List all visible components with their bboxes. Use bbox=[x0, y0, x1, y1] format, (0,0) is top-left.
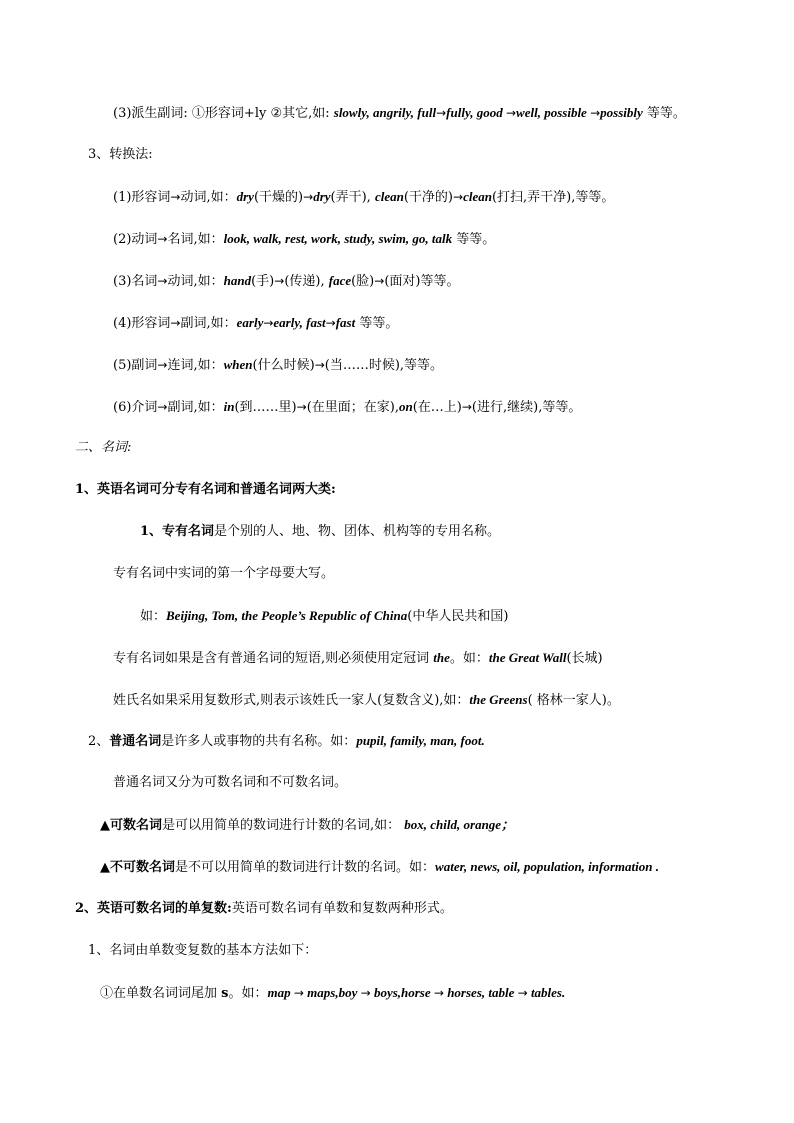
text-segment: 等等。 bbox=[452, 232, 496, 247]
line-proper-noun-examples bbox=[140, 607, 508, 626]
text-segment: slowly, angrily, full bbox=[333, 105, 437, 120]
line-proper-noun-def bbox=[140, 523, 500, 541]
arrow-icon: → bbox=[436, 106, 447, 120]
line-adj-to-verb bbox=[113, 188, 614, 207]
text-segment: 副词,如： bbox=[167, 400, 224, 415]
line-plural-methods bbox=[88, 942, 317, 960]
text-segment: 是个别的人、地、物、团体、机构等的专用名称。 bbox=[214, 524, 501, 539]
text-segment: tables. bbox=[527, 985, 566, 1000]
arrow-icon: → bbox=[157, 400, 168, 414]
line-prep-to-adverb bbox=[113, 398, 581, 417]
line-surname-plural bbox=[113, 691, 620, 710]
text-segment: 英语可数名词有单数和复数两种形式。 bbox=[231, 901, 453, 916]
text-segment: (手) bbox=[251, 274, 275, 289]
text-segment: fast bbox=[335, 315, 356, 330]
line-derived-adverbs bbox=[113, 104, 686, 123]
text-segment: (当……时候),等等。 bbox=[324, 358, 444, 373]
arrow-icon: → bbox=[303, 190, 314, 204]
line-proper-noun-capital bbox=[113, 565, 334, 583]
line-countable-uncountable bbox=[113, 774, 347, 792]
text-segment: face bbox=[328, 273, 352, 288]
line-common-noun-def bbox=[88, 732, 485, 751]
text-segment: clean bbox=[463, 189, 492, 204]
text-segment: Beijing, Tom, the People’s Republic of China bbox=[166, 608, 408, 623]
text-segment: (到……里) bbox=[234, 400, 297, 415]
text-segment: 普通名词又分为可数名词和不可数名词。 bbox=[113, 775, 348, 790]
text-segment: 专有名词中实词的第一个字母要大写。 bbox=[113, 566, 335, 581]
text-segment: (面对)等等。 bbox=[384, 274, 460, 289]
section-heading-nouns bbox=[75, 439, 131, 457]
arrow-icon: → bbox=[590, 106, 601, 120]
text-segment: possibly bbox=[600, 105, 643, 120]
text-segment: 专有名词如果是含有普通名词的短语,则必须使用定冠词 bbox=[113, 651, 434, 666]
text-segment: 1、专有名词 bbox=[140, 524, 215, 539]
text-segment: (长城) bbox=[566, 651, 603, 666]
text-segment: 等等。 bbox=[642, 106, 686, 121]
line-countable-noun bbox=[100, 816, 514, 835]
heading-singular-plural bbox=[75, 900, 453, 918]
text-segment: 动词,如： bbox=[180, 190, 237, 205]
text-segment: fully, good bbox=[446, 105, 506, 120]
arrow-icon: → bbox=[296, 400, 307, 414]
text-segment: (6)介词 bbox=[113, 400, 158, 415]
text-segment: 二、名词: bbox=[75, 440, 132, 455]
text-segment: 副词,如： bbox=[180, 316, 237, 331]
text-segment: look, walk, rest, work, study, swim, go, talk bbox=[223, 231, 453, 246]
text-segment: 1、英语名词可分专有名词和普通名词两大类: bbox=[75, 482, 336, 497]
text-segment: ▲ bbox=[100, 818, 110, 833]
text-segment: on bbox=[398, 399, 413, 414]
arrow-icon: → bbox=[461, 400, 472, 414]
text-segment: well, possible bbox=[516, 105, 591, 120]
text-segment: early, fast bbox=[273, 315, 326, 330]
text-segment: box, child, orange； bbox=[404, 817, 515, 832]
text-segment: 3、转换法: bbox=[88, 147, 153, 162]
text-segment: (3)派生副词: ①形容词+ly ②其它,如: bbox=[113, 106, 334, 121]
text-segment: (2)动词 bbox=[113, 232, 158, 247]
arrow-icon: → bbox=[157, 358, 168, 372]
text-segment: s bbox=[221, 986, 229, 1001]
text-segment: clean bbox=[374, 189, 404, 204]
text-segment: (弄干), bbox=[330, 190, 375, 205]
text-segment: dry bbox=[313, 189, 331, 204]
arrow-icon: → bbox=[517, 986, 528, 1000]
text-segment: 1、名词由单数变复数的基本方法如下： bbox=[88, 943, 318, 958]
text-segment: water, news, oil, population, information . bbox=[435, 859, 659, 874]
text-segment: (进行,继续),等等。 bbox=[471, 400, 582, 415]
text-segment: ( 格林一家人)。 bbox=[527, 693, 620, 708]
text-segment: map bbox=[267, 985, 294, 1000]
arrow-icon: → bbox=[157, 232, 168, 246]
arrow-icon: → bbox=[374, 274, 385, 288]
line-conversion-heading bbox=[88, 146, 153, 164]
text-segment: (干净的) bbox=[403, 190, 453, 205]
text-segment: hand bbox=[223, 273, 252, 288]
text-segment: 是可以用简单的数词进行计数的名词,如： bbox=[162, 818, 405, 833]
text-segment: the Great Wall bbox=[488, 650, 567, 665]
text-segment: (打扫,弄干净),等等。 bbox=[491, 190, 615, 205]
text-segment: 2、英语可数名词的单复数: bbox=[75, 901, 232, 916]
text-segment: 。如： bbox=[228, 986, 268, 1001]
line-noun-to-verb bbox=[113, 272, 459, 291]
text-segment: 名词,如： bbox=[167, 232, 224, 247]
text-segment: (在里面；在家), bbox=[306, 400, 399, 415]
text-segment: 。如： bbox=[449, 651, 489, 666]
text-segment: (在…上) bbox=[412, 400, 462, 415]
text-segment: pupil, family, man, foot. bbox=[356, 733, 485, 748]
arrow-icon: → bbox=[157, 274, 168, 288]
text-segment: boys,horse bbox=[370, 985, 434, 1000]
arrow-icon: → bbox=[170, 316, 181, 330]
text-segment: the bbox=[433, 650, 450, 665]
arrow-icon: → bbox=[453, 190, 464, 204]
text-segment: 等等。 bbox=[355, 316, 399, 331]
arrow-icon: → bbox=[170, 190, 181, 204]
text-segment: the Greens bbox=[469, 692, 528, 707]
text-segment: (3)名词 bbox=[113, 274, 158, 289]
arrow-icon: → bbox=[360, 986, 371, 1000]
line-adj-to-adverb bbox=[113, 314, 398, 333]
arrow-icon: → bbox=[325, 316, 336, 330]
text-segment: (4)形容词 bbox=[113, 316, 171, 331]
line-verb-to-noun bbox=[113, 230, 495, 249]
arrow-icon: → bbox=[433, 986, 444, 1000]
text-segment: horses, table bbox=[443, 985, 518, 1000]
arrow-icon: → bbox=[263, 316, 274, 330]
text-segment: (干燥的) bbox=[253, 190, 304, 205]
text-segment: (5)副词 bbox=[113, 358, 158, 373]
text-segment: (什么时候) bbox=[252, 358, 315, 373]
line-add-s-rule bbox=[100, 984, 565, 1003]
text-segment: 连词,如： bbox=[167, 358, 224, 373]
text-segment: 如： bbox=[140, 609, 167, 624]
text-segment: dry bbox=[236, 189, 254, 204]
text-segment: early bbox=[236, 315, 264, 330]
text-segment: 动词,如： bbox=[167, 274, 224, 289]
text-segment: ①在单数名词词尾加 bbox=[100, 986, 222, 1001]
text-segment: ▲ bbox=[100, 860, 110, 875]
arrow-icon: → bbox=[293, 986, 304, 1000]
text-segment: (中华人民共和国) bbox=[407, 609, 509, 624]
text-segment: 2、 bbox=[88, 734, 110, 749]
text-segment: 姓氏名如果采用复数形式,则表示该姓氏一家人(复数含义),如： bbox=[113, 693, 470, 708]
text-segment: (脸) bbox=[351, 274, 375, 289]
text-segment: in bbox=[223, 399, 235, 414]
text-segment: maps,boy bbox=[303, 985, 361, 1000]
line-uncountable-noun bbox=[100, 858, 659, 877]
text-segment: (传递), bbox=[284, 274, 329, 289]
text-segment: 是许多人或事物的共有名称。如： bbox=[161, 734, 357, 749]
line-adverb-to-conj bbox=[113, 356, 443, 375]
text-segment: (1)形容词 bbox=[113, 190, 171, 205]
text-segment: when bbox=[223, 357, 253, 372]
line-proper-noun-the bbox=[113, 649, 603, 668]
arrow-icon: → bbox=[505, 106, 517, 120]
arrow-icon: → bbox=[274, 274, 285, 288]
text-segment: 可数名词 bbox=[110, 818, 163, 833]
text-segment: 不可数名词 bbox=[110, 860, 176, 875]
text-segment: 是不可以用简单的数词进行计数的名词。如： bbox=[175, 860, 436, 875]
text-segment: 普通名词 bbox=[109, 734, 162, 749]
arrow-icon: → bbox=[314, 358, 325, 372]
heading-noun-classes bbox=[75, 481, 336, 499]
